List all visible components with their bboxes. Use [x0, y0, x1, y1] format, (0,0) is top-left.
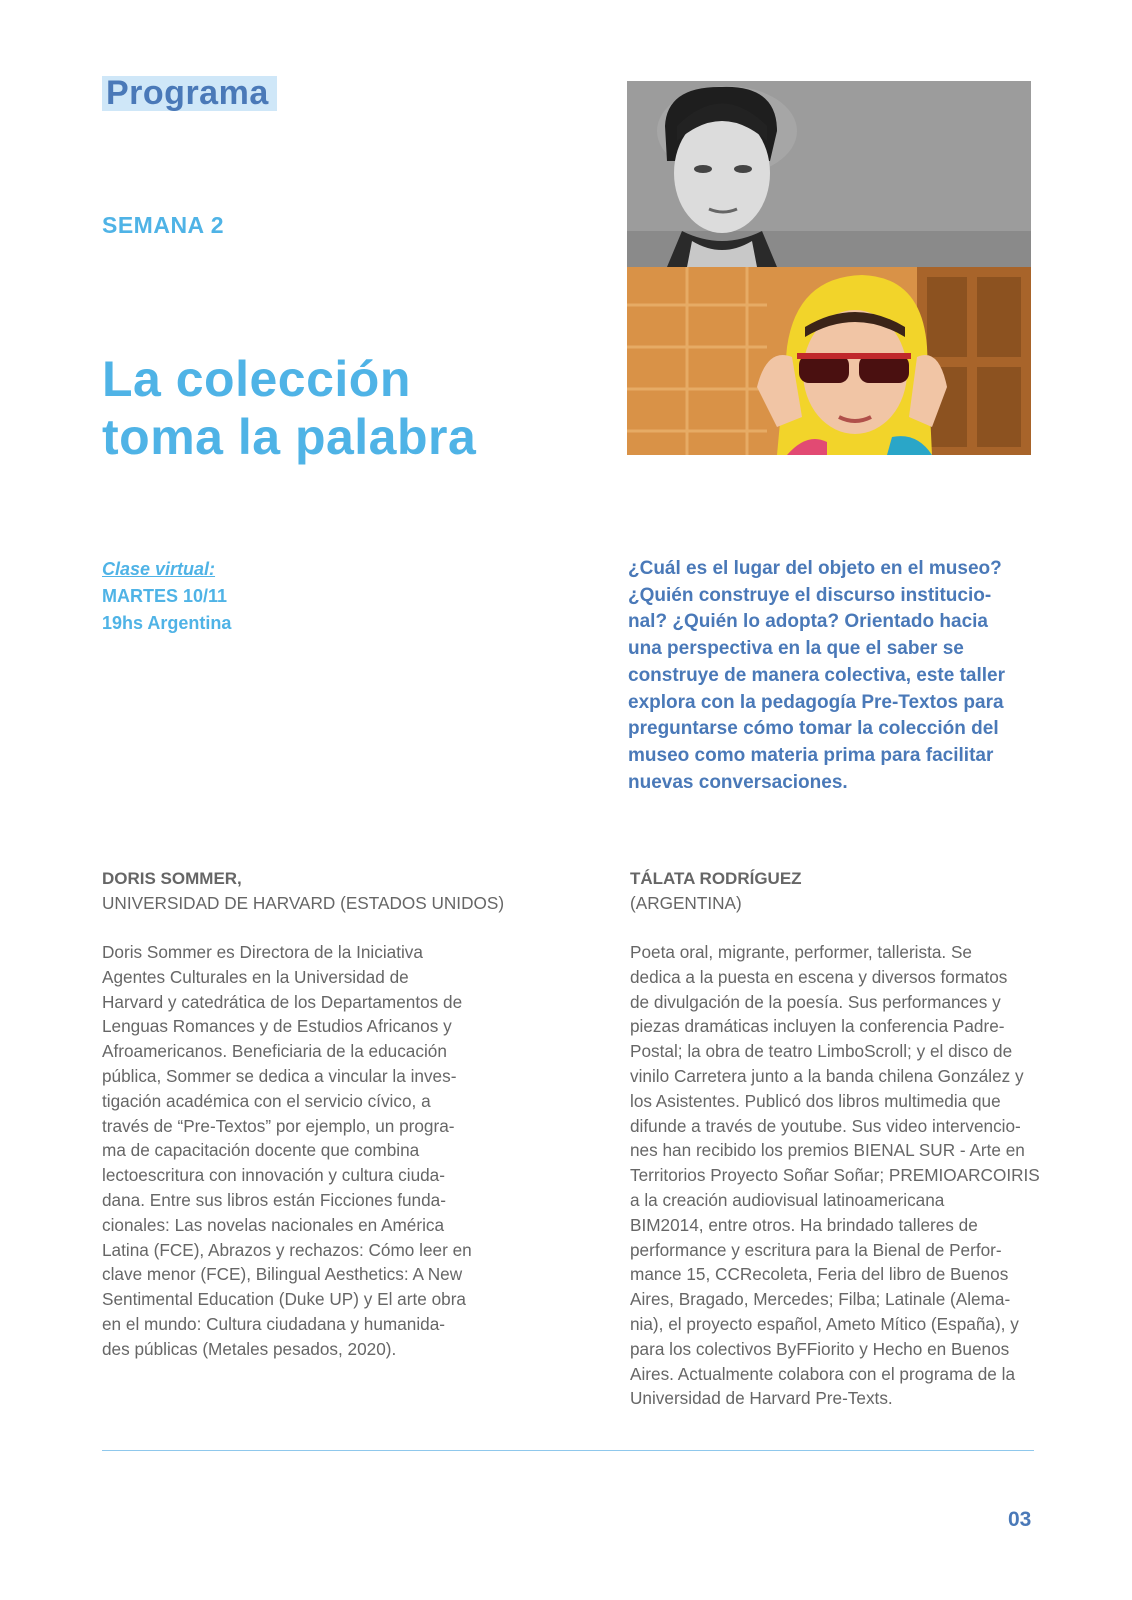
description-paragraph	[628, 556, 1038, 796]
description-line: ¿Quién construye el discurso institucio-	[628, 584, 992, 606]
session-time: 19hs Argentina	[102, 613, 232, 633]
page-number: 03	[1008, 1508, 1032, 1531]
bio-line: Postal; la obra de teatro LimboScroll; y el disco de	[630, 1041, 1013, 1062]
speaker-affiliation: (ARGENTINA)	[630, 893, 742, 913]
bio-line: difunde a través de youtube. Sus video intervencio-	[630, 1115, 1021, 1136]
bio-line: para los colectivos ByFFiorito y Hecho en Buenos	[630, 1338, 1010, 1359]
bio-line: en el mundo: Cultura ciudadana y humanida-	[102, 1313, 446, 1334]
description-line: explora con la pedagogía Pre-Textos para	[628, 691, 1004, 713]
week-heading: SEMANA 2	[102, 212, 224, 238]
bio-line: Aires. Actualmente colabora con el programa de la	[630, 1363, 1016, 1384]
bio-line: Poeta oral, migrante, performer, tallerista. Se	[630, 942, 972, 962]
speaker-name: DORIS SOMMER,	[102, 869, 242, 888]
bio-line: cionales: Las novelas nacionales en América	[102, 1214, 445, 1235]
bio-line: Harvard y catedrática de los Departamentos de	[102, 991, 463, 1012]
speaker-column-right	[630, 866, 1080, 1411]
bio-line: lectoescritura con innovación y cultura ciuda-	[102, 1165, 445, 1186]
photo-doris-sommer	[627, 81, 1031, 267]
bio-line: nes han recibido los premios BIENAL SUR - Arte en	[630, 1140, 1025, 1161]
bio-line: Latina (FCE), Abrazos y rechazos: Cómo leer en	[102, 1239, 472, 1260]
speaker-bio	[102, 940, 522, 1362]
bio-line: tigación académica con el servicio cívico, a	[102, 1090, 431, 1111]
bio-line: Lenguas Romances y de Estudios Africanos y	[102, 1016, 452, 1037]
title-line: La colección	[102, 351, 411, 407]
page-title	[102, 350, 476, 466]
bio-line: pública, Sommer se dedica a vincular la inves-	[102, 1065, 457, 1086]
bio-line: a la creación audiovisual latinoamericana	[630, 1189, 945, 1210]
bio-line: BIM2014, entre otros. Ha brindado talleres de	[630, 1214, 978, 1235]
bio-line: dedica a la puesta en escena y diversos formatos	[630, 966, 1008, 987]
session-date: MARTES 10/11	[102, 586, 228, 606]
bio-line: mance 15, CCRecoleta, Feria del libro de Buenos	[630, 1264, 1009, 1285]
bio-line: vinilo Carretera junto a la banda chilena González y	[630, 1065, 1024, 1086]
bio-line: clave menor (FCE), Bilingual Aesthetics: A New	[102, 1264, 463, 1285]
footer-divider	[102, 1450, 1034, 1451]
speaker-affiliation: UNIVERSIDAD DE HARVARD (ESTADOS UNIDOS)	[102, 893, 505, 913]
section-label: Programa	[102, 76, 277, 111]
bio-line: Afroamericanos. Beneficiaria de la educación	[102, 1041, 447, 1062]
portrait-color-image	[627, 267, 1031, 455]
description-line: una perspectiva en la que el saber se	[628, 638, 964, 660]
description-line: nuevas conversaciones.	[628, 771, 848, 793]
description-line: ¿Cuál es el lugar del objeto en el museo?	[628, 558, 1002, 579]
bio-line: Sentimental Education (Duke UP) y El arte obra	[102, 1289, 466, 1310]
session-info	[102, 556, 231, 637]
bio-line: piezas dramáticas incluyen la conferencia Padre-	[630, 1016, 1005, 1037]
bio-line: ma de capacitación docente que combina	[102, 1140, 420, 1161]
description-line: preguntarse cómo tomar la colección del	[628, 718, 999, 740]
speaker-bio	[630, 940, 1080, 1411]
portrait-grayscale-image	[627, 81, 1031, 267]
photo-talata-rodriguez	[627, 267, 1031, 455]
speaker-name: TÁLATA RODRÍGUEZ	[630, 869, 802, 888]
bio-line: Doris Sommer es Directora de la Iniciativa	[102, 942, 423, 962]
session-label: Clase virtual:	[102, 559, 216, 579]
bio-line: Agentes Culturales en la Universidad de	[102, 966, 409, 987]
description-line: construye de manera colectiva, este taller	[628, 664, 1006, 686]
bio-line: Universidad de Harvard Pre-Texts.	[630, 1388, 893, 1409]
description-line: nal? ¿Quién lo adopta? Orientado hacia	[628, 611, 988, 633]
bio-line: los Asistentes. Publicó dos libros multimedia que	[630, 1090, 1001, 1111]
bio-line: nia), el proyecto español, Ameto Mítico (España), y	[630, 1313, 1019, 1334]
bio-line: dana. Entre sus libros están Ficciones funda-	[102, 1189, 446, 1210]
description-line: museo como materia prima para facilitar	[628, 744, 994, 766]
title-line: toma la palabra	[102, 409, 477, 465]
bio-line: performance y escritura para la Bienal de Perfor-	[630, 1239, 1002, 1260]
bio-line: Territorios Proyecto Soñar Soñar; PREMIOARCOIRIS	[630, 1165, 1040, 1186]
bio-line: de divulgación de la poesía. Sus performances y	[630, 991, 1001, 1012]
speaker-column-left	[102, 866, 522, 1362]
bio-line: través de “Pre-Textos” por ejemplo, un progra-	[102, 1115, 455, 1136]
speaker-photos	[627, 81, 1031, 455]
bio-line: Aires, Bragado, Mercedes; Filba; Latinale (Alema-	[630, 1289, 1011, 1310]
bio-line: des públicas (Metales pesados, 2020).	[102, 1338, 397, 1359]
